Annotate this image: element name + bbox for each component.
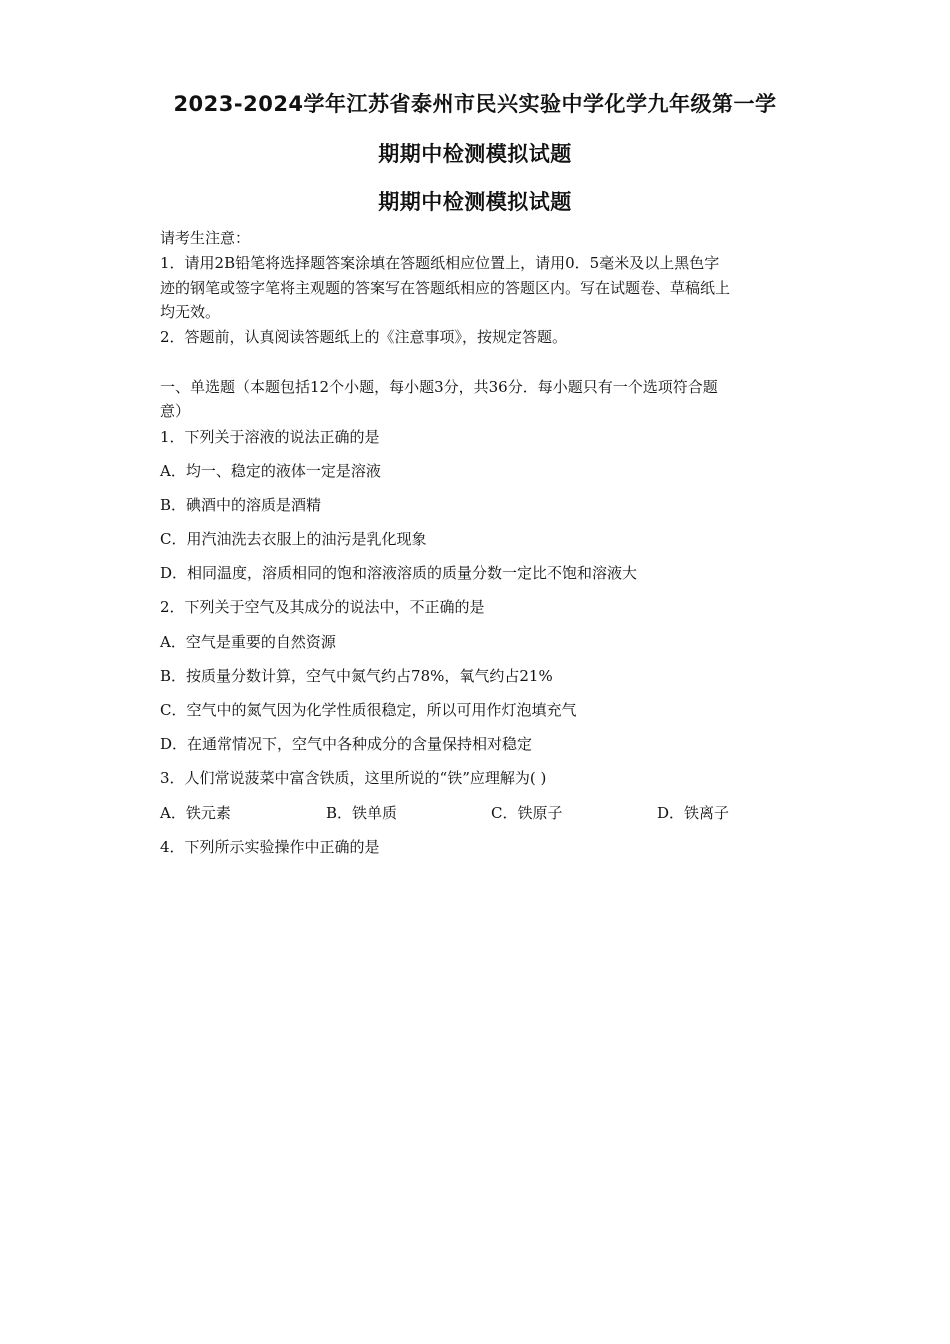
question-1-option-b: B．碘酒中的溶质是酒精 [160, 496, 322, 514]
question-2-option-b: B．按质量分数计算，空气中氮气约占78%，氧气约占21% [160, 667, 553, 685]
section-heading-line-1: 一、单选题（本题包括12个小题，每小题3分，共36分．每小题只有一个选项符合题 [160, 378, 718, 396]
note-1-line-2: 迹的钢笔或签字笔将主观题的答案写在答题纸相应的答题区内。写在试题卷、草稿纸上 [160, 279, 731, 297]
question-3-option-c: C．铁原子 [491, 804, 563, 822]
note-2: 2．答题前，认真阅读答题纸上的《注意事项》，按规定答题。 [160, 328, 568, 346]
question-3-stem: 3．人们常说菠菜中富含铁质，这里所说的“铁”应理解为( ) [160, 769, 547, 787]
section-heading-line-2: 意） [160, 402, 191, 420]
question-1-option-c: C．用汽油洗去衣服上的油污是乳化现象 [160, 530, 427, 548]
note-1-line-1: 1．请用2B铅笔将选择题答案涂填在答题纸相应位置上，请用0．5毫米及以上黑色字 [160, 254, 720, 272]
question-3-option-b: B．铁单质 [326, 804, 398, 822]
notes-heading: 请考生注意： [160, 229, 251, 247]
question-1-option-a: A．均一、稳定的液体一定是溶液 [160, 462, 381, 480]
note-1-line-3: 均无效。 [160, 303, 221, 321]
question-2-option-d: D．在通常情况下，空气中各种成分的含量保持相对稳定 [160, 735, 533, 753]
question-3-option-a: A．铁元素 [160, 804, 231, 822]
exam-title-line3: 期期中检测模拟试题 [378, 190, 572, 214]
question-1-option-d: D．相同温度，溶质相同的饱和溶液溶质的质量分数一定比不饱和溶液大 [160, 564, 638, 582]
question-2-option-c: C．空气中的氮气因为化学性质很稳定，所以可用作灯泡填充气 [160, 701, 577, 719]
question-3-option-d: D．铁离子 [657, 804, 730, 822]
exam-title-line2: 期期中检测模拟试题 [378, 142, 572, 166]
question-2-option-a: A．空气是重要的自然资源 [160, 633, 336, 651]
question-3-options [160, 803, 860, 823]
exam-title-line1: 2023-2024学年江苏省泰州市民兴实验中学化学九年级第一学 [173, 92, 777, 116]
question-2-stem: 2．下列关于空气及其成分的说法中，不正确的是 [160, 598, 485, 616]
question-4-stem: 4．下列所示实验操作中正确的是 [160, 838, 380, 856]
question-1-stem: 1．下列关于溶液的说法正确的是 [160, 428, 380, 446]
